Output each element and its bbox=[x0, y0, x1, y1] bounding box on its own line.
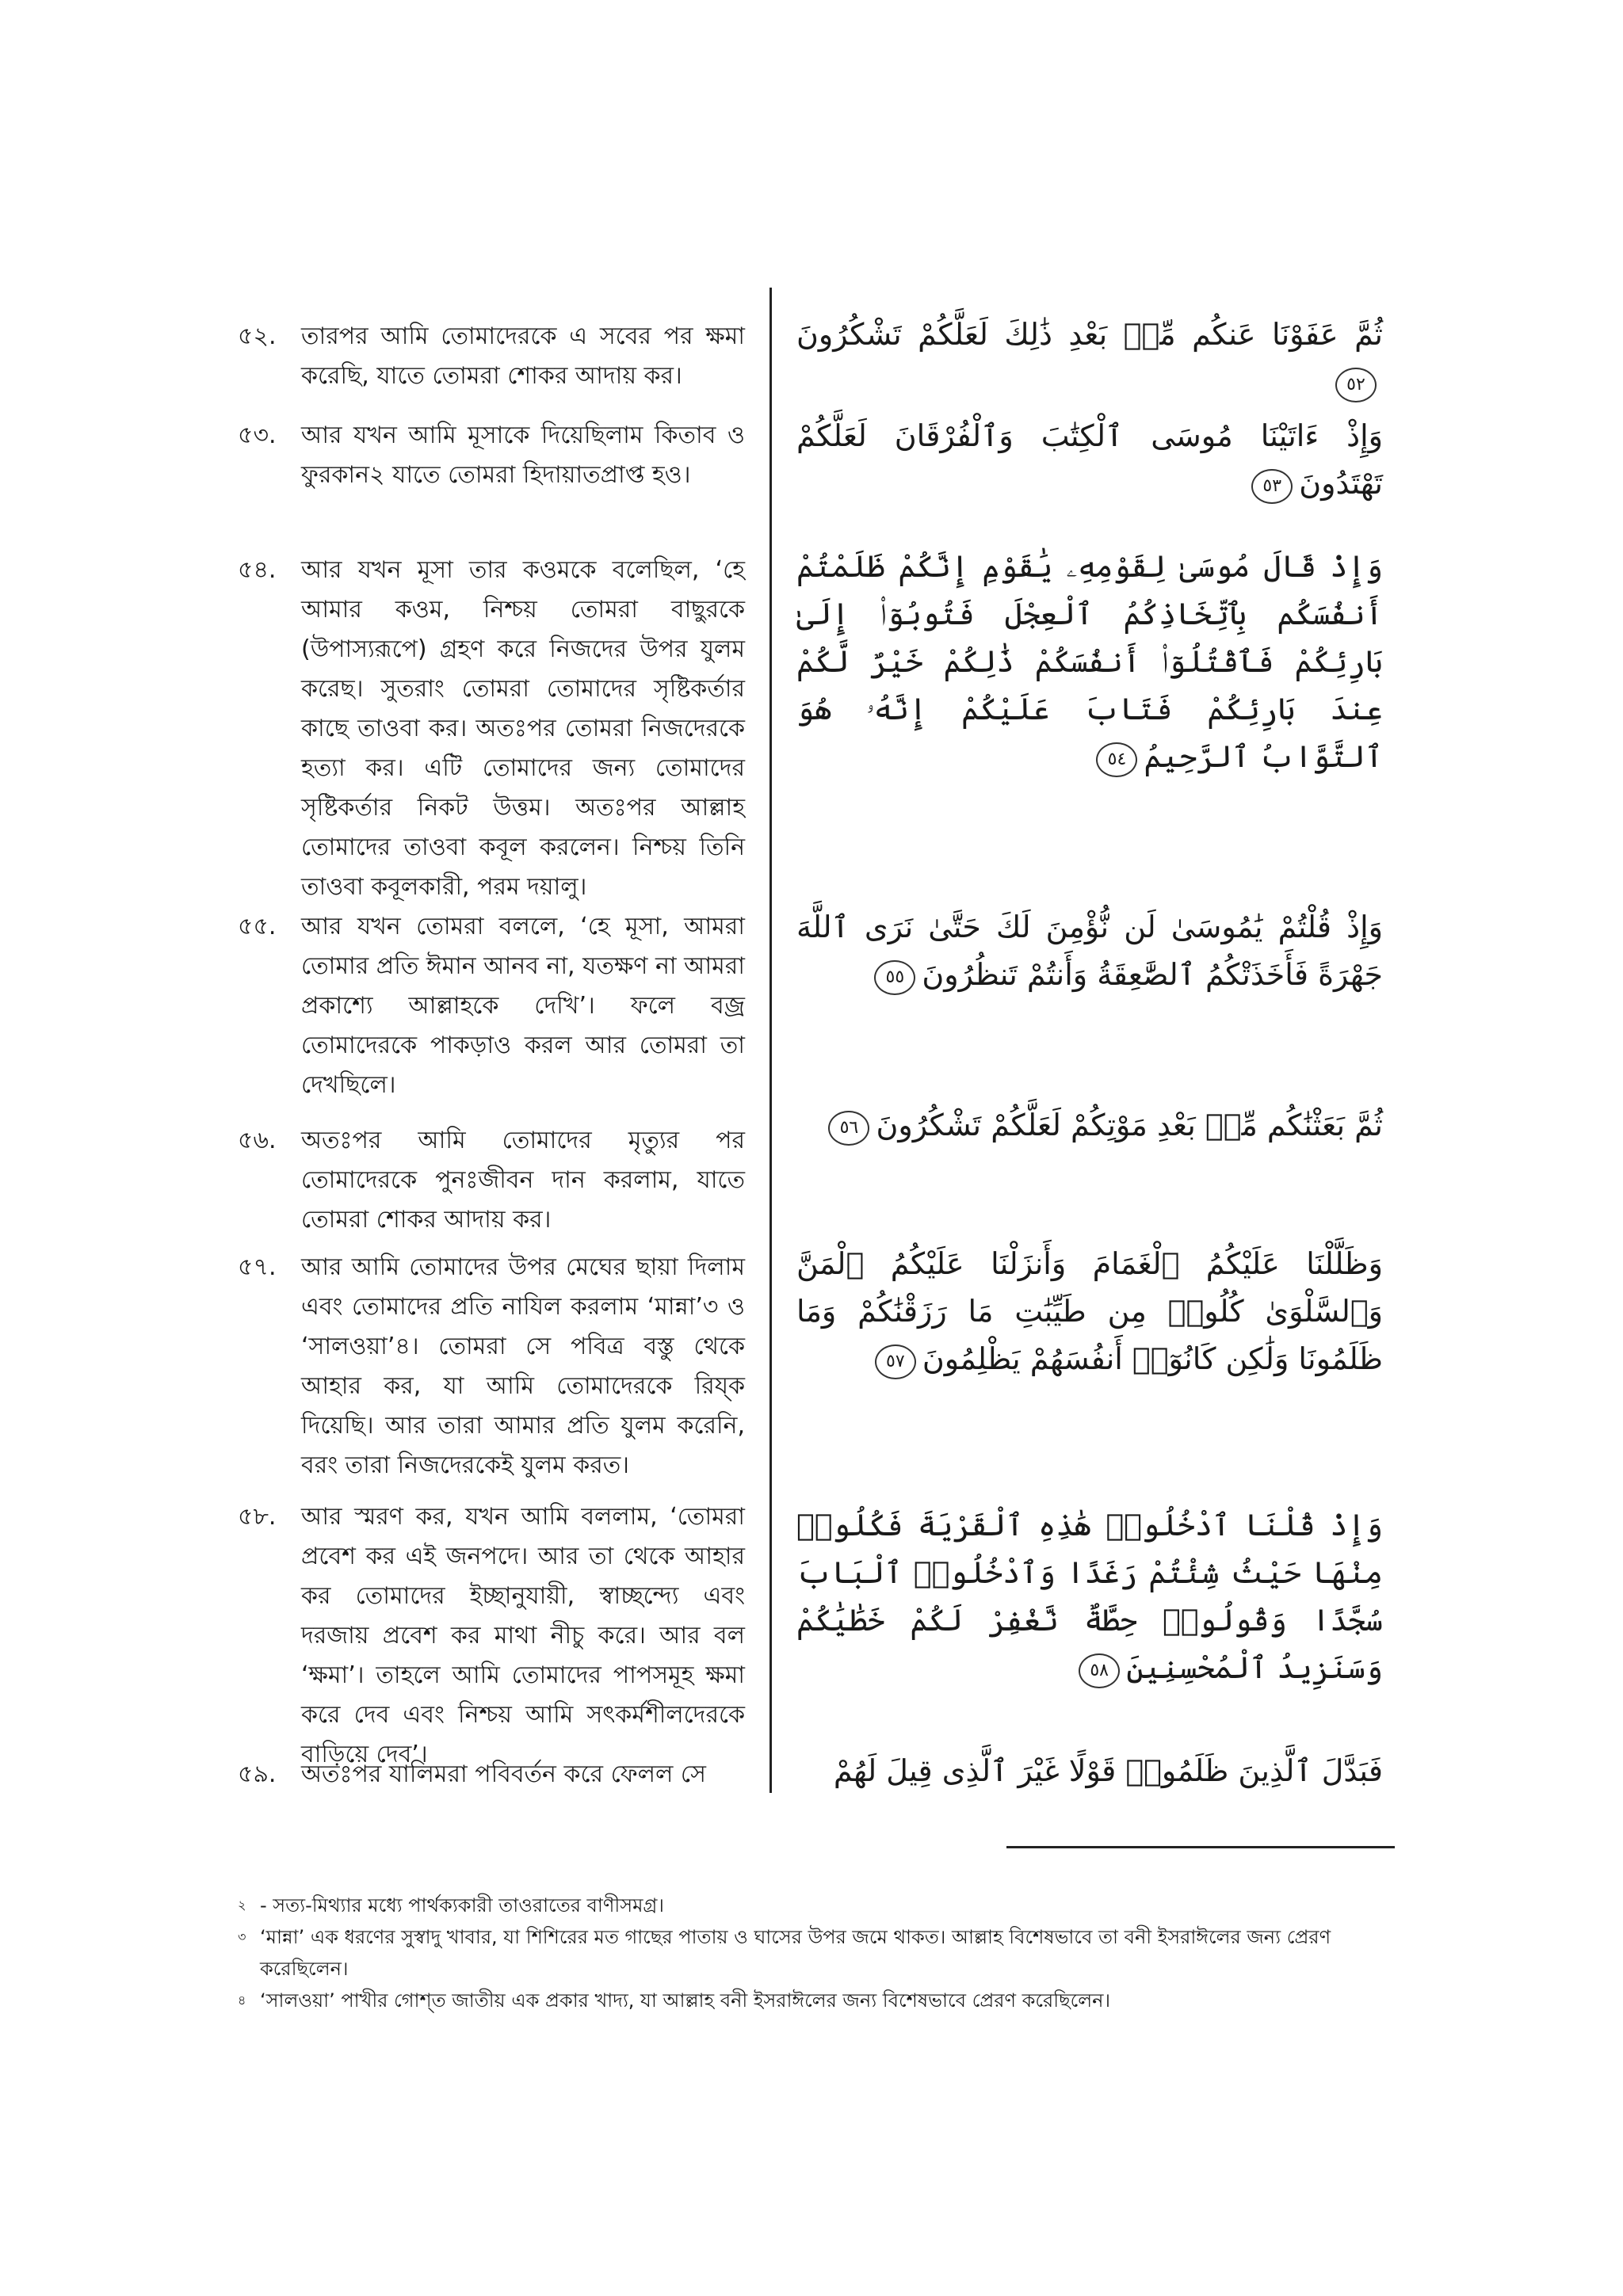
footnote bbox=[238, 1985, 1395, 2016]
verse-arabic bbox=[796, 1240, 1383, 1383]
verse-arabic bbox=[796, 1501, 1383, 1691]
footnote-text: ‘সালওয়া’ পাখীর গোশ্‌ত জাতীয় এক প্রকার খাদ্য, যা আল্লাহ বনী ইসরাঈলের জন্য বিশেষভাবে প্রেরণ করেছিলেন। bbox=[260, 1989, 1111, 2012]
footnotes bbox=[238, 1890, 1395, 2016]
footnote-text: ‘মান্না’ এক ধরণের সুস্বাদু খাবার, যা শিশিরের মত গাছের পাতায় ও ঘাসের উপর জমে থাকত। আল্লাহ বিশেষভাবে তা বনী ইসরাঈলের জন্য প্রেরণ করেছিলেন। bbox=[260, 1926, 1331, 1980]
verse-arabic bbox=[796, 543, 1383, 780]
verse-translation bbox=[238, 551, 745, 907]
verse-text-arabic: ثُمَّ عَفَوْنَا عَنكُم مِّنۢ بَعْدِ ذَٰلِكَ لَعَلَّكُمْ تَشْكُرُونَ bbox=[796, 317, 1383, 352]
verse-text-bengali: অতঃপর আমি তোমাদের মৃত্যুর পর তোমাদেরকে পুনঃজীবন দান করলাম, যাতে তোমরা শোকর আদায় কর। bbox=[301, 1127, 745, 1234]
verse-number: ৫৫. bbox=[238, 913, 277, 940]
verse-translation bbox=[238, 1755, 745, 1794]
verse-end-marker: ٥٣ bbox=[1251, 469, 1293, 504]
verse-end-marker: ٥٤ bbox=[1096, 742, 1137, 777]
verse-end-marker: ٥٥ bbox=[874, 960, 915, 995]
verse-arabic bbox=[796, 1101, 1383, 1149]
verse-text-arabic: وَإِذْ قُلْنَا ٱدْخُلُوا۟ هَٰذِهِ ٱلْقَرْيَةَ فَكُلُوا۟ مِنْهَا حَيْثُ شِئْتُمْ رَغَدًا وَٱدْخُلُوا۟ ٱلْبَابَ سُجَّدًا وَقُولُوا۟ حِطَّةٌ نَّغْفِرْ لَكُمْ خَطَٰيَٰكُمْ وَسَنَزِيدُ ٱلْمُحْسِنِينَ bbox=[796, 1508, 1383, 1685]
verse-text-bengali: অতঃপর যালিমরা পবিবর্তন করে ফেলল সে bbox=[301, 1760, 706, 1788]
footnote bbox=[238, 1921, 1395, 1985]
verse-text-bengali: আর আমি তোমাদের উপর মেঘের ছায়া দিলাম এবং তোমাদের প্রতি নাযিল করলাম ‘মান্না’৩ ও ‘সালওয়া’৪। তোমরা সে পবিত্র বস্তু থেকে আহার কর, যা আমি তোমাদেরকে রিয্ক দিয়েছি। আর তারা আমার প্রতি যুলম করেনি, বরং তারা নিজদেরকেই যুলম করত। bbox=[301, 1253, 745, 1479]
footnote-mark: ৪ bbox=[238, 1993, 246, 2008]
verse-arabic bbox=[796, 412, 1383, 507]
verse-number: ৫৮. bbox=[238, 1503, 277, 1531]
footnote-mark: ২ bbox=[238, 1897, 246, 1913]
column-divider bbox=[769, 288, 772, 1793]
footnote-text: - সত্য-মিথ্যার মধ্যে পার্থক্যকারী তাওরাতের বাণীসমগ্র। bbox=[260, 1894, 664, 1917]
verse-translation bbox=[238, 1121, 745, 1240]
verse-text-bengali: আর যখন মূসা তার কওমকে বলেছিল, ‘হে আমার কওম, নিশ্চয় তোমরা বাছুরকে (উপাস্যরূপে) গ্রহণ করে নিজদের উপর যুলম করেছ। সুতরাং তোমরা তোমাদের সৃষ্টিকর্তার কাছে তাওবা কর। অতঃপর তোমরা নিজদেরকে হত্যা কর। এটি তোমাদের জন্য তোমাদের সৃষ্টিকর্তার নিকট উত্তম। অতঃপর আল্লাহ তোমাদের তাওবা কবূল করলেন। নিশ্চয় তিনি তাওবা কবূলকারী, পরম দয়ালু। bbox=[301, 556, 745, 901]
verse-end-marker: ٥٢ bbox=[1335, 368, 1377, 402]
verse-text-bengali: আর স্মরণ কর, যখন আমি বললাম, ‘তোমরা প্রবেশ কর এই জনপদে। আর তা থেকে আহার কর তোমাদের ইচ্ছানুযায়ী, স্বাচ্ছন্দ্যে এবং দরজায় প্রবেশ কর মাথা নীচু করে। আর বল ‘ক্ষমা’। তাহলে আমি তোমাদের পাপসমূহ ক্ষমা করে দেব এবং নিশ্চয় আমি সৎকর্মশীলদেরকে বাড়িয়ে দেব’। bbox=[301, 1503, 745, 1768]
verse-translation bbox=[238, 1497, 745, 1775]
verse-arabic bbox=[796, 903, 1383, 998]
verse-translation bbox=[238, 416, 745, 495]
verse-number: ৫৭. bbox=[238, 1253, 277, 1281]
verse-arabic bbox=[796, 1747, 1383, 1794]
verse-arabic bbox=[796, 311, 1383, 406]
verse-text-arabic: فَبَدَّلَ ٱلَّذِينَ ظَلَمُوا۟ قَوْلًا غَيْرَ ٱلَّذِى قِيلَ لَهُمْ bbox=[833, 1753, 1383, 1788]
verse-text-bengali: আর যখন আমি মূসাকে দিয়েছিলাম কিতাব ও ফুরকান২ যাতে তোমরা হিদায়াতপ্রাপ্ত হও। bbox=[301, 421, 745, 489]
footnote-rule bbox=[1006, 1846, 1395, 1848]
verse-number: ৫৪. bbox=[238, 556, 277, 584]
verse-number: ৫৩. bbox=[238, 421, 277, 449]
verse-text-arabic: وَإِذْ قَالَ مُوسَىٰ لِقَوْمِهِۦ يَٰقَوْمِ إِنَّكُمْ ظَلَمْتُمْ أَنفُسَكُم بِٱتِّخَاذِكُمُ ٱلْعِجْلَ فَتُوبُوٓا۟ إِلَىٰ بَارِئِكُمْ فَٱقْتُلُوٓا۟ أَنفُسَكُمْ ذَٰلِكُمْ خَيْرٌ لَّكُمْ عِندَ بَارِئِكُمْ فَتَابَ عَلَيْكُمْ إِنَّهُۥ هُوَ ٱلتَّوَّابُ ٱلرَّحِيمُ bbox=[796, 549, 1383, 774]
verse-number: ৫৬. bbox=[238, 1127, 277, 1154]
verse-text-bengali: আর যখন তোমরা বললে, ‘হে মূসা, আমরা তোমার প্রতি ঈমান আনব না, যতক্ষণ না আমরা প্রকাশ্যে আল্লাহকে দেখি’। ফলে বজ্র তোমাদেরকে পাকড়াও করল আর তোমরা তা দেখছিলে। bbox=[301, 913, 745, 1099]
verse-text-arabic: وَظَلَّلْنَا عَلَيْكُمُ ٱلْغَمَامَ وَأَنزَلْنَا عَلَيْكُمُ ٱلْمَنَّ وَٱلسَّلْوَىٰ كُلُوا۟ مِن طَيِّبَٰتِ مَا رَزَقْنَٰكُمْ وَمَا ظَلَمُونَا وَلَٰكِن كَانُوٓا۟ أَنفُسَهُمْ يَظْلِمُونَ bbox=[796, 1246, 1383, 1376]
verse-end-marker: ٥٨ bbox=[1079, 1653, 1120, 1688]
verse-translation bbox=[238, 907, 745, 1105]
verse-end-marker: ٥٦ bbox=[828, 1111, 869, 1146]
verse-text-arabic: وَإِذْ قُلْتُمْ يَٰمُوسَىٰ لَن نُّؤْمِنَ لَكَ حَتَّىٰ نَرَى ٱللَّهَ جَهْرَةً فَأَخَذَتْكُمُ ٱلصَّٰعِقَةُ وَأَنتُمْ تَنظُرُونَ bbox=[796, 910, 1383, 992]
verse-number: ৫২. bbox=[238, 322, 277, 350]
footnote bbox=[238, 1890, 1395, 1921]
verse-translation bbox=[238, 1248, 745, 1486]
footnote-mark: ৩ bbox=[238, 1929, 246, 1944]
verse-text-arabic: ثُمَّ بَعَثْنَٰكُم مِّنۢ بَعْدِ مَوْتِكُمْ لَعَلَّكُمْ تَشْكُرُونَ bbox=[876, 1108, 1383, 1142]
verse-translation bbox=[238, 317, 745, 396]
verse-text-bengali: তারপর আমি তোমাদেরকে এ সবের পর ক্ষমা করেছি, যাতে তোমরা শোকর আদায় কর। bbox=[301, 322, 745, 390]
verse-end-marker: ٥٧ bbox=[875, 1344, 916, 1379]
verse-number: ৫৯. bbox=[238, 1760, 277, 1788]
verse-text-arabic: وَإِذْ ءَاتَيْنَا مُوسَى ٱلْكِتَٰبَ وَٱلْفُرْقَانَ لَعَلَّكُمْ تَهْتَدُونَ bbox=[796, 418, 1383, 501]
